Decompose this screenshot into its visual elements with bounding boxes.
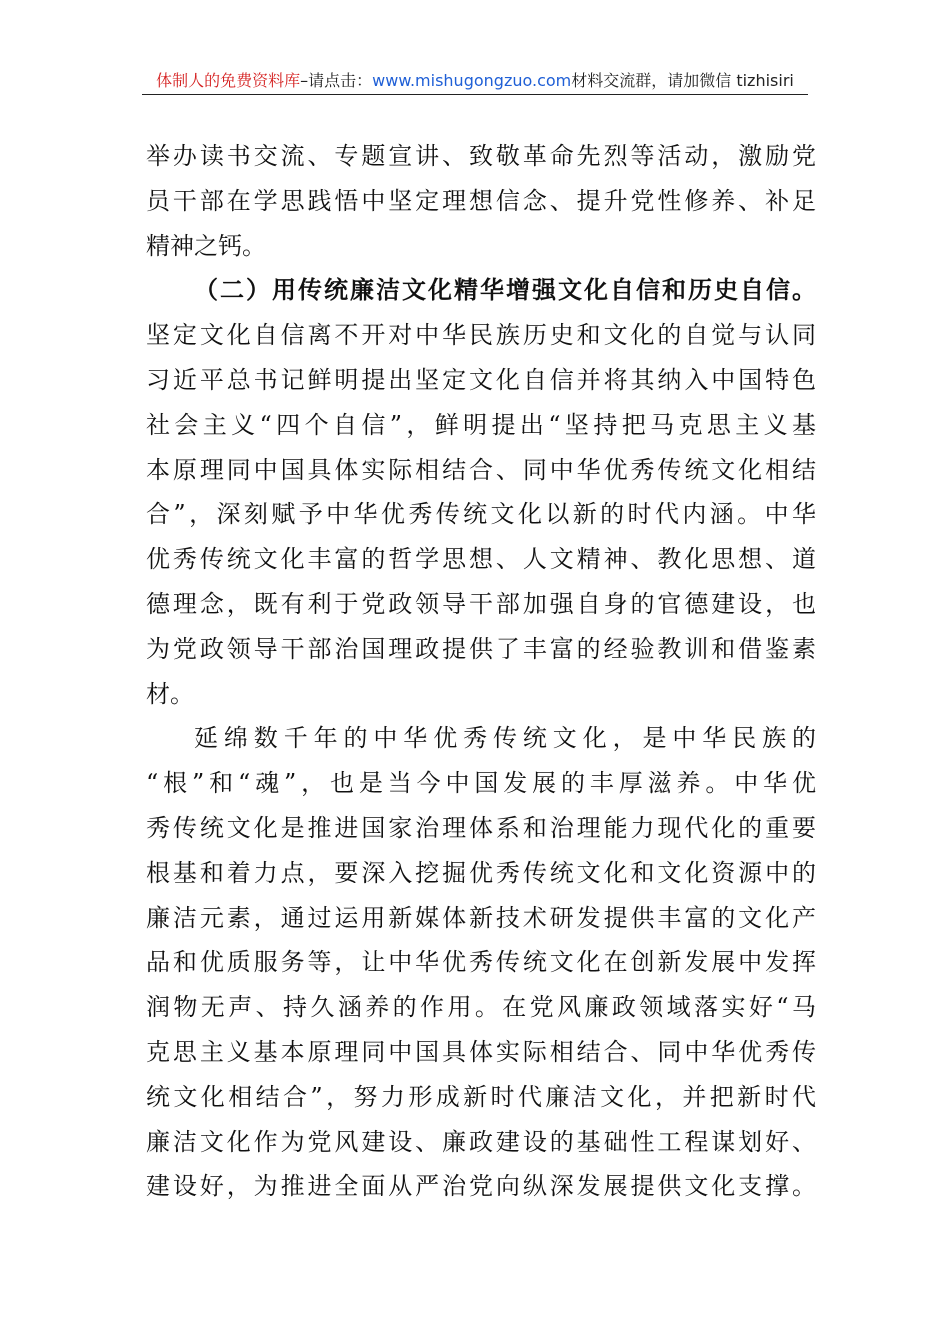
paragraph-line: 举办读书交流、专题宣讲、致敬革命先烈等活动，激励党 bbox=[146, 142, 816, 170]
paragraph-line: “根”和“魂”，也是当今中国发展的丰厚滋养。中华优 bbox=[146, 769, 816, 798]
paragraph-line: 德理念，既有利于党政领导干部加强自身的官德建设，也 bbox=[146, 589, 816, 618]
paragraph-line: 廉洁元素，通过运用新媒体新技术研发提供丰富的文化产 bbox=[146, 903, 816, 932]
paragraph-line: 坚定文化自信离不开对中华民族历史和文化的自觉与认同 bbox=[146, 321, 816, 350]
header-contact-text: 材料交流群，请加微信 tizhisiri bbox=[571, 71, 794, 90]
paragraph-line: 建设好，为推进全面从严治党向纵深发展提供文化支撑。 bbox=[146, 1172, 816, 1201]
paragraph-line: 润物无声、持久涵养的作用。在党风廉政领域落实好“马 bbox=[146, 993, 816, 1022]
paragraph-line: 为党政领导干部治国理政提供了丰富的经验教训和借鉴素 bbox=[146, 634, 816, 663]
paragraph-line: 习近平总书记鲜明提出坚定文化自信并将其纳入中国特色 bbox=[146, 365, 816, 394]
paragraph-line: 材。 bbox=[146, 679, 194, 708]
paragraph-line: 品和优质服务等，让中华优秀传统文化在创新发展中发挥 bbox=[146, 948, 816, 977]
paragraph-line: 廉洁文化作为党风建设、廉政建设的基础性工程谋划好、 bbox=[146, 1127, 816, 1156]
paragraph-line: 统文化相结合”，努力形成新时代廉洁文化，并把新时代 bbox=[146, 1082, 816, 1111]
paragraph-line: 员干部在学思践悟中坚定理想信念、提升党性修养、补足 bbox=[146, 186, 816, 215]
paragraph-line: 延绵数千年的中华优秀传统文化，是中华民族的 bbox=[194, 724, 816, 753]
paragraph-line: 优秀传统文化丰富的哲学思想、人文精神、教化思想、道 bbox=[146, 545, 816, 574]
page-header bbox=[142, 68, 808, 95]
paragraph-line: 合”，深刻赋予中华优秀传统文化以新的时代内涵。中华 bbox=[146, 500, 816, 529]
paragraph-line: 社会主义“四个自信”，鲜明提出“坚持把马克思主义基 bbox=[146, 410, 816, 439]
paragraph-line: 精神之钙。 bbox=[146, 231, 266, 260]
section-heading: （二）用传统廉洁文化精华增强文化自信和历史自信。 bbox=[194, 275, 816, 305]
header-url-link[interactable]: www.mishugongzuo.com bbox=[372, 71, 572, 90]
paragraph-line: 根基和着力点，要深入挖掘优秀传统文化和文化资源中的 bbox=[146, 858, 816, 887]
document-body bbox=[146, 134, 816, 1209]
paragraph-line: 本原理同中国具体实际相结合、同中华优秀传统文化相结 bbox=[146, 455, 816, 484]
paragraph-line: 秀传统文化是推进国家治理体系和治理能力现代化的重要 bbox=[146, 813, 816, 842]
header-site-name: 体制人的免费资料库 bbox=[156, 71, 301, 90]
header-click-prompt: –请点击： bbox=[300, 71, 373, 90]
paragraph-line: 克思主义基本原理同中国具体实际相结合、同中华优秀传 bbox=[146, 1037, 816, 1066]
